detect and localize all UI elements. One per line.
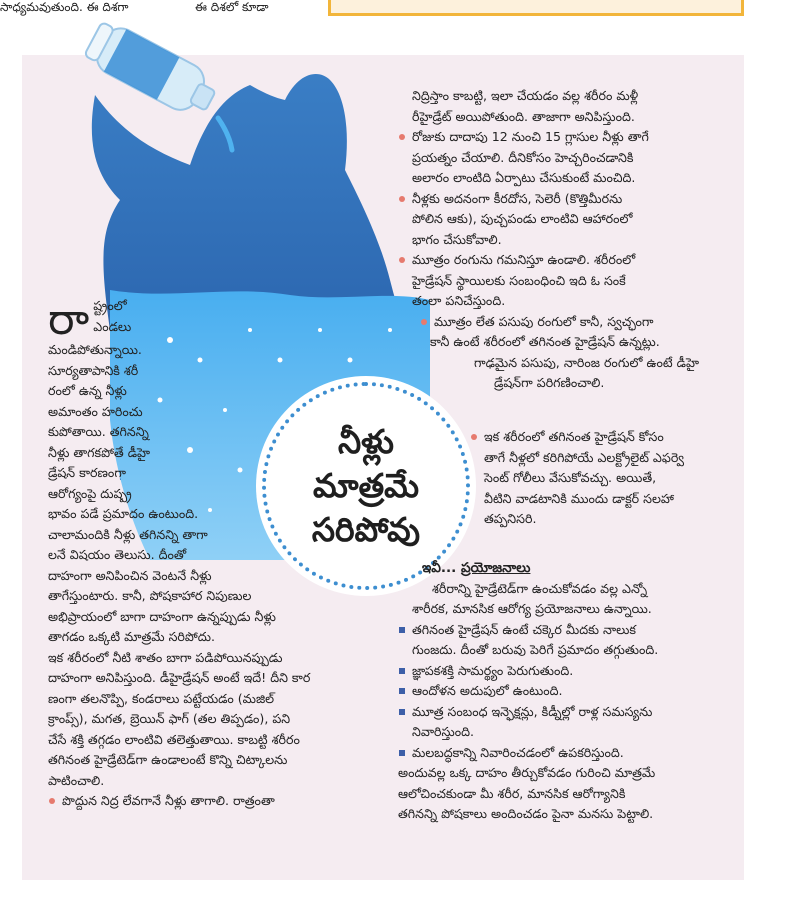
left-column <box>48 296 378 812</box>
left-line: ఆరోగ్యంపై దుష్ప్ర <box>48 485 132 501</box>
left-line: సూర్యతాపానికి శరీ <box>48 362 139 378</box>
left-line: తాగేస్తుంటారు. కానీ, పోషకాహార నిపుణుల <box>48 588 252 603</box>
benefit-item: మలబద్ధకాన్ని నివారించడంలో ఉపకరిస్తుంది. <box>398 743 738 764</box>
title-line-3: సరిపోవు <box>311 510 421 549</box>
right-column-top <box>398 86 738 394</box>
left-line: మండిపోతున్నాయి. <box>48 342 142 357</box>
benefits-section <box>398 558 738 825</box>
left-line: చేసే శక్తి తగ్గడం లాంటివి తలెత్తుతాయి. కాబట్టి శరీరం <box>48 731 300 747</box>
benefit-intro-line: శరీరాన్ని హైడ్రేటెడ్‌గా ఉంచుకోవడం వల్ల ఎన్నో <box>432 580 648 596</box>
benefit-item: మూత్ర సంబంధ ఇన్ఫెక్షన్లు, కిడ్నీల్లో రాళ్ల సమస్యను నివారిస్తుంది. <box>398 702 738 743</box>
tip-item: రోజుకు దాదాపు 12 నుంచి 15 గ్లాసుల నీళ్లు తాగే ప్రయత్నం చేయాలి. దీనికోసం హెచ్చరించడానికి అలారం లాంటిది ఏర్పాటు చేసుకుంటే మంచిది. <box>398 127 738 189</box>
left-line: ష్ట్రంలో <box>93 298 127 313</box>
left-line: దాహంగా అనిపించిన వెంటనే నీళ్లు <box>48 567 212 583</box>
benefit-item: తగినంత హైడ్రేషన్ ఉంటే చక్కెర మీదకు నాలుక గుంజదు. దీంతో బరువు పెరిగే ప్రమాదం తగ్గుతుంది. <box>398 620 738 661</box>
title-line-1: నీళ్లు <box>337 422 395 461</box>
left-line: ణంగా తలనొప్పి, కండరాలు పట్టేయడం (మజిల్ <box>48 690 275 706</box>
right-intro-line: రీహైడ్రేట్ అయిపోతుంది. తాజాగా అనిపిస్తుంది. <box>412 108 635 124</box>
left-line: భావం పడే ప్రమాదం ఉంటుంది. <box>48 506 199 521</box>
right-intro-line: నిద్రిస్తాం కాబట్టి, ఇలా చేయడం వల్ల శరీరం మళ్లీ <box>412 88 639 103</box>
benefit-intro-line: శారీరక, మానసిక ఆరోగ్య ప్రయోజనాలు ఉన్నాయి. <box>412 601 652 616</box>
closing-line: ఆలోచించకుండా మీ శరీర, మానసిక ఆరోగ్యానికి <box>398 785 626 801</box>
left-line: అభిప్రాయంలో బాగా దాహంగా ఉన్నప్పుడు నీళ్లు <box>48 608 276 624</box>
left-line: డ్రేషన్ కారణంగా <box>48 465 126 480</box>
left-line: పాటించాలి. <box>48 772 105 788</box>
right-column-wrap <box>470 427 742 530</box>
closing-line: తగినన్ని పోషకాలు అందించడం పైనా మనసు పెట్టాలి. <box>398 806 654 821</box>
left-line: రంలో ఉన్న నీళ్లు <box>48 383 127 398</box>
left-line: లనే విషయం తెలుసు. దీంతో <box>48 547 187 562</box>
left-last-bullet: పొద్దున నిద్ర లేవగానే నీళ్లు తాగాలి. రాత్రంతా <box>48 791 378 812</box>
tip-item: మూత్రం లేత పసుపు రంగులో కానీ, స్వచ్ఛంగా కానీ ఉంటే శరీరంలో తగినంత హైడ్రేషన్ ఉన్నట్లు. గాఢమైన పసుపు, నారింజ రంగులో ఉంటే డీహై డ్రేషన్‌గా పరిగణించాలి. <box>420 312 738 394</box>
tip-item: నీళ్లకు అదనంగా కీరదోస, సెలెరీ (కొత్తిమీరను పోలిన ఆకు), పుచ్చపండు లాంటివి ఆహారంలో భాగం చేసుకోవాలి. <box>398 189 738 251</box>
benefit-item: జ్ఞాపకశక్తి సామర్థ్యం పెరుగుతుంది. <box>398 661 738 682</box>
left-line: క్రాంప్స్), మగత, బ్రెయిన్ ఫాగ్ (తల తిప్పడం), పని <box>48 711 291 726</box>
left-line: తగినంత హైడ్రేటెడ్‌గా ఉండాలంటే కొన్ని చిట్కాలను <box>48 752 288 767</box>
left-line: కుపోతాయి. తగినన్ని <box>48 424 149 439</box>
drop-cap: రా <box>48 294 90 345</box>
benefit-item: ఆందోళన అదుపులో ఉంటుంది. <box>398 681 738 702</box>
left-line: అమాంతం హరించు <box>48 403 143 419</box>
tip-item: ఇక శరీరంలో తగినంత హైడ్రేషన్ కోసం తాగే నీళ్లలో కరిగిపోయే ఎలక్ట్రోలైట్ ఎఫర్వె సెంట్ గోలీలు వేసుకోవచ్చు. అయితే, వీటిని వాడటానికి ముందు డాక్టర్ సలహా తప్పనిసరి. <box>470 427 742 530</box>
title-line-2: మాత్రమే <box>312 466 420 505</box>
left-line: తాగడం ఒక్కటి మాత్రమే సరిపోదు. <box>48 629 215 644</box>
closing-line: అందువల్ల ఒక్క దాహం తీర్చుకోవడం గురించి మాత్రమే <box>398 765 656 780</box>
top-left-text: సాధ్యమవుతుంది. ఈ దిశగా <box>0 0 129 14</box>
left-line: ఇక శరీరంలో నీటి శాతం బాగా పడిపోయినప్పుడు <box>48 649 283 665</box>
left-line: ఎండలు <box>93 318 132 334</box>
left-line: దాహంగా అనిపిస్తుంది. డీహైడ్రేషన్ అంటే ఇదే! దీని కార <box>48 670 311 685</box>
benefits-heading: ఇవీ... ప్రయోజనాలు <box>422 560 531 576</box>
left-line: చాలామందికి నీళ్లు తగినన్ని తాగా <box>48 526 208 542</box>
tip-item: మూత్రం రంగును గమనిస్తూ ఉండాలి. శరీరంలో హైడ్రేషన్ స్థాయిలకు సంబంధించి ఇది ఓ సంకే తంలా పనిచేస్తుంది. <box>398 250 738 312</box>
left-line: నీళ్లు తాగకపోతే డీహై <box>48 444 151 460</box>
top-mid-text: ఈ దిశలో కూడా <box>195 0 269 14</box>
